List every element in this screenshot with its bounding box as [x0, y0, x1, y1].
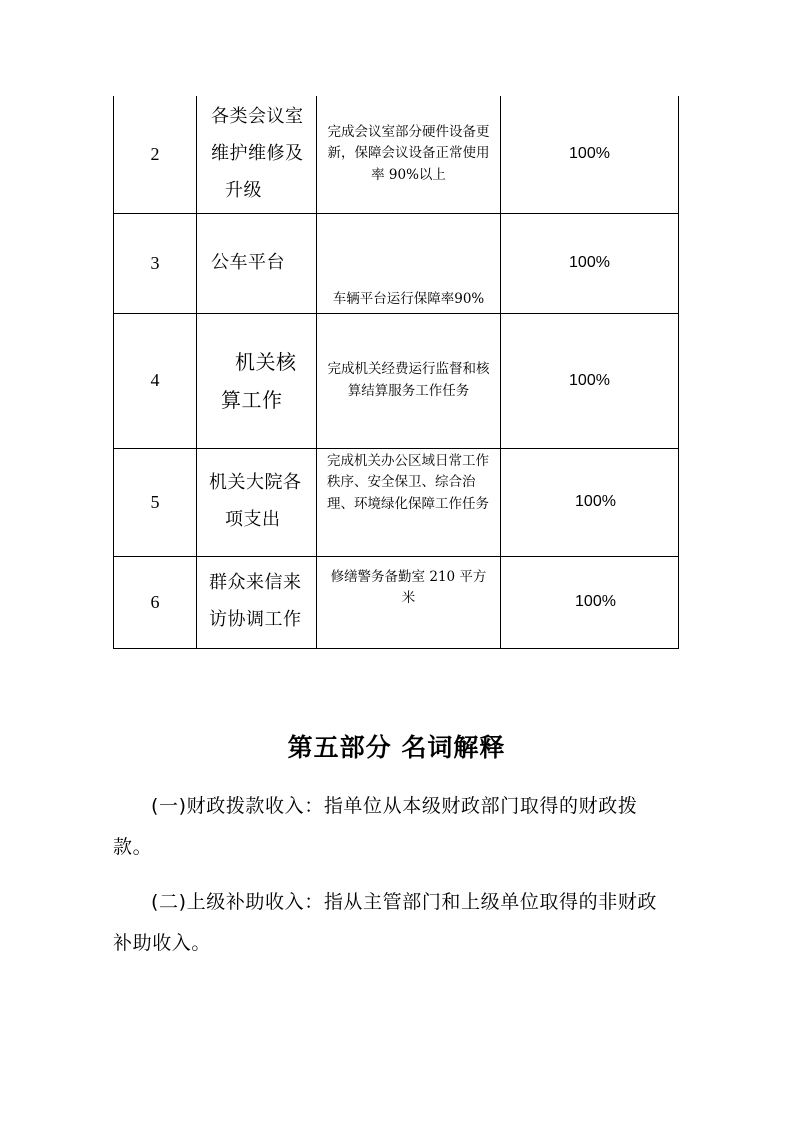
project-name-line: 各类会议室: [211, 105, 304, 127]
completion-rate: 100%: [501, 96, 679, 213]
definition-paragraph: (一)财政拨款收入：指单位从本级财政部门取得的财政拨款。: [113, 795, 638, 858]
table-row: [114, 96, 679, 213]
project-description: 完成会议室部分硬件设备更新，保障会议设备正常使用率 90%以上: [317, 96, 501, 213]
completion-rate: 100%: [501, 448, 679, 556]
table-row: [114, 556, 679, 648]
project-name-line: 机关大院各: [209, 472, 302, 494]
project-description: 车辆平台运行保障率90%: [317, 213, 501, 313]
project-name-line: 群众来信来: [209, 572, 302, 594]
performance-table: [113, 96, 676, 649]
project-name: [197, 96, 317, 213]
project-description: 修缮警务备勤室 210 平方米: [317, 556, 501, 648]
project-name-line: 升级: [225, 179, 262, 201]
project-name-line: 项支出: [225, 509, 281, 530]
project-name-line: 算工作: [221, 387, 283, 412]
project-description: 完成机关办公区域日常工作秩序、安全保卫、综合治理、环境绿化保障工作任务: [317, 448, 501, 556]
row-number: 2: [114, 96, 197, 213]
section-title: 第五部分 名词解释: [287, 733, 506, 762]
table-row: [114, 448, 679, 556]
project-name: [197, 556, 317, 648]
project-name: [197, 213, 317, 313]
row-number: 5: [114, 448, 197, 556]
project-name: [197, 313, 317, 448]
completion-rate: 100%: [501, 213, 679, 313]
row-number: 3: [114, 213, 197, 313]
row-number: 4: [114, 313, 197, 448]
completion-rate: 100%: [501, 313, 679, 448]
project-name-line: 机关核: [235, 349, 297, 374]
table-row: [114, 313, 679, 448]
project-name-line: 访协调工作: [209, 609, 302, 630]
definition-paragraph: (二)上级补助收入：指从主管部门和上级单位取得的非财政补助收入。: [113, 891, 658, 954]
project-description: 完成机关经费运行监督和核算结算服务工作任务: [317, 313, 501, 448]
row-number: 6: [114, 556, 197, 648]
project-name-line: 公车平台: [211, 251, 285, 273]
table-row: [114, 213, 679, 313]
completion-rate: 100%: [501, 556, 679, 648]
project-name: [197, 448, 317, 556]
project-name-line: 维护维修及: [211, 142, 304, 164]
